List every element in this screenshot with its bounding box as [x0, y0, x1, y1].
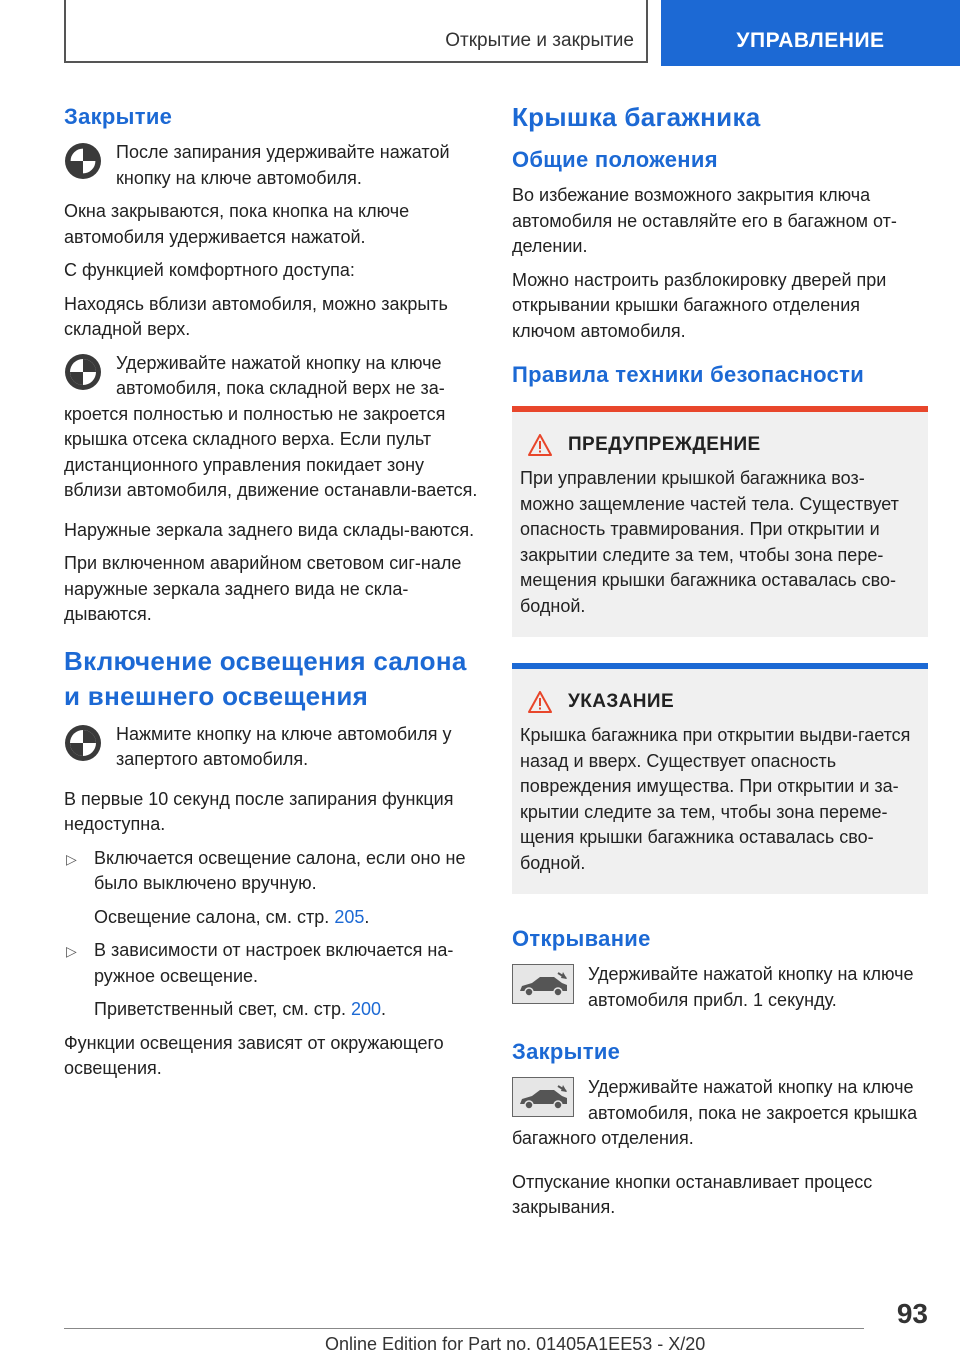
opening-heading: Открывание	[512, 926, 651, 951]
paragraph: В первые 10 секунд после запирания функция недоступна.	[64, 788, 454, 834]
closing-heading: Закрытие	[512, 1039, 621, 1064]
warning-box	[512, 406, 928, 637]
chapter-tab[interactable]: УПРАВЛЕНИЕ	[661, 0, 960, 66]
paragraph: Можно настроить разблокировку дверей при открывании крышки багажного отделения ключом автомобиля.	[512, 269, 887, 341]
trunk-closing-instruction	[512, 1075, 928, 1152]
opening-instruction-text: Удерживайте нажатой кнопку на ключе автомобиля прибл. 1 секунду.	[588, 964, 914, 1010]
safety-heading: Правила техники безопасности	[512, 362, 865, 387]
page-link[interactable]: 200	[350, 999, 382, 1019]
bmw-key-icon	[64, 142, 102, 180]
closing-instruction-text: После запирания удерживайте нажатой кнопку на ключе автомобиля.	[116, 142, 450, 188]
notice-title: УКАЗАНИЕ	[568, 691, 675, 712]
page-number: 93	[896, 1298, 928, 1329]
paragraph: Окна закрываются, пока кнопка на ключе автомобиля удерживается нажатой.	[64, 201, 410, 247]
page-link[interactable]: 205	[334, 906, 365, 927]
trunk-heading: Крышка багажника	[512, 102, 761, 132]
cross-reference: Освещение салона, см. стр. 205.	[94, 906, 370, 927]
paragraph: Наружные зеркала заднего вида склады-ваются.	[64, 519, 475, 540]
paragraph: Находясь вблизи автомобиля, можно закрыть складной верх.	[64, 293, 448, 339]
bmw-key-icon	[64, 724, 102, 762]
bmw-key-icon	[64, 353, 102, 391]
warning-title: ПРЕДУПРЕЖДЕНИЕ	[568, 434, 761, 455]
header-frame	[64, 0, 648, 63]
roof-instruction	[64, 351, 480, 504]
lighting-instruction-text: Нажмите кнопку на ключе автомобиля у запертого автомобиля.	[116, 723, 452, 769]
notice-text: Крышка багажника при открытии выдви-гается назад и вверх. Существует опасность повреждения имущества. При открытии и за-крытии следите за тем, чтобы зона переме-щения крышки багажника оставалась сво-бодной.	[520, 725, 911, 873]
trunk-closing-text: Удерживайте нажатой кнопку на ключе автомобиля, пока не закроется крышка багажного отделения.	[512, 1077, 918, 1148]
triangle-bullet-icon: ▷	[66, 850, 77, 867]
left-column	[64, 100, 480, 1090]
opening-instruction	[512, 962, 928, 1013]
closing-heading: Закрытие	[64, 104, 173, 129]
list-item: ▷ В зависимости от настроек включается на-ружное освещение.	[66, 940, 454, 986]
footer-divider	[64, 1328, 864, 1329]
right-column	[512, 100, 928, 1229]
list-item: ▷ Включается освещение салона, если оно не было выключено вручную.	[66, 847, 466, 893]
lighting-instruction	[64, 722, 480, 773]
trunk-button-icon	[512, 1077, 574, 1117]
warning-icon	[528, 434, 552, 456]
warning-text: При управлении крышкой багажника воз-можно защемление частей тела. Существует опасность травмирования. При открытии и закрытии следите за тем, чтобы зона пере-мещения крышки багажника оставалась сво-бодной.	[520, 468, 899, 616]
section-title: Открытие и закрытие	[445, 30, 634, 51]
paragraph: При включенном аварийном световом сиг-нале наружные зеркала заднего вида не скла-дываются.	[64, 553, 462, 624]
notice-box	[512, 663, 928, 894]
paragraph: Функции освещения зависят от окружающего освещения.	[64, 1032, 444, 1078]
roof-instruction-text: Удерживайте нажатой кнопку на ключе автомобиля, пока складной верх не за-кроется полностью и полностью не закроется крышка отсека складного верха. Если пульт дистанционного управления покидает зону вблизи автомобиля, движение останавли-вается.	[64, 352, 478, 500]
lighting-heading: Включение освещения салона и внешнего освещения	[64, 645, 467, 711]
paragraph: Во избежание возможного закрытия ключа автомобиля не оставляйте его в багажном от-делении.	[512, 185, 897, 256]
notice-icon	[528, 691, 552, 713]
edition-note: Online Edition for Part no. 01405A1EE53 - X/20	[325, 1334, 706, 1354]
paragraph: С функцией комфортного доступа:	[64, 260, 355, 280]
paragraph: Отпускание кнопки останавливает процесс закрывания.	[512, 1171, 873, 1217]
trunk-button-icon	[512, 964, 574, 1004]
triangle-bullet-icon: ▷	[66, 943, 77, 959]
closing-instruction	[64, 140, 480, 191]
cross-reference: Приветственный свет, см. стр. 200.	[94, 999, 387, 1019]
general-heading: Общие положения	[512, 147, 718, 172]
